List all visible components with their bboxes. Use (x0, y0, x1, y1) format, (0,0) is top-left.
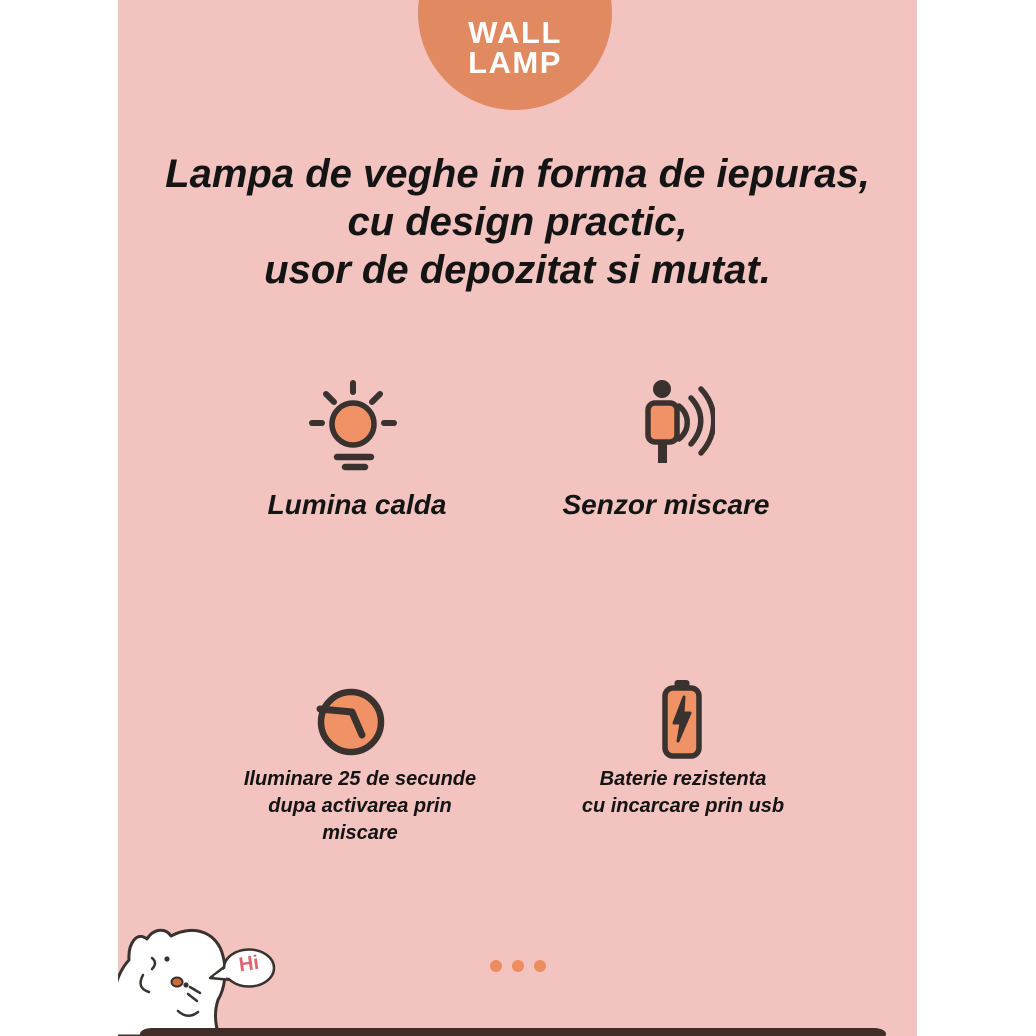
warm-light-bulb-icon (305, 377, 401, 473)
feature-label-battery (553, 766, 813, 820)
pink-slide-panel (118, 0, 917, 1036)
timer-clock-icon (316, 688, 386, 758)
mascot-speech-text: Hi (237, 951, 261, 977)
title-line-2: cu design practic, (347, 200, 688, 244)
battery-label-line-2: cu incarcare prin usb (581, 795, 785, 817)
cat-mascot-illustration (118, 926, 290, 1036)
badge-title (418, 15, 612, 80)
badge-line-2: LAMP (468, 45, 562, 80)
pagination-dot[interactable] (512, 960, 524, 972)
badge-line-1: WALL (468, 15, 562, 50)
carousel-pagination[interactable] (490, 960, 546, 972)
pagination-dot[interactable] (534, 960, 546, 972)
timer-label-line-2: dupa activarea prin miscare (268, 795, 452, 844)
motion-sensor-icon (643, 378, 715, 464)
usb-battery-icon (660, 679, 704, 759)
wall-lamp-badge (418, 0, 612, 110)
title-line-1: Lampa de veghe in forma de iepuras, (165, 152, 870, 196)
feature-label-timer (230, 766, 490, 847)
page-title (118, 150, 917, 294)
bottom-shelf-bar (140, 1028, 886, 1036)
title-line-3: usor de depozitat si mutat. (264, 248, 771, 292)
feature-label-warm-light: Lumina calda (267, 489, 447, 520)
pagination-dot[interactable] (490, 960, 502, 972)
feature-label-motion-sensor: Senzor miscare (562, 489, 770, 520)
timer-label-line-1: Iluminare 25 de secunde (243, 768, 477, 790)
battery-label-line-1: Baterie rezistenta (599, 768, 767, 790)
